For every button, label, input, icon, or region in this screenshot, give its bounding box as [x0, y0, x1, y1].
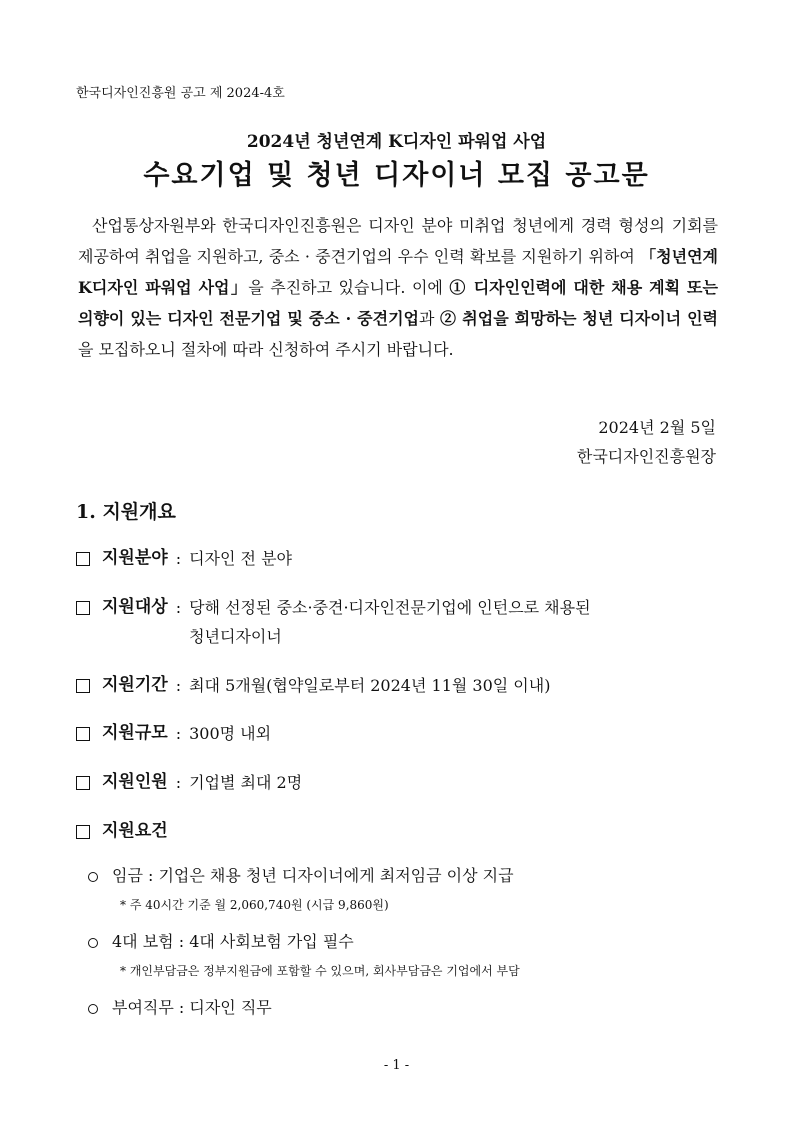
overview-item-target — [76, 593, 726, 651]
item-separator: : — [175, 676, 182, 695]
issue-date: 2024년 2월 5일 — [598, 418, 716, 437]
issuer-name: 한국디자인진흥원장 — [576, 447, 716, 466]
item-value-line1: 당해 선정된 중소·중견·디자인전문기업에 인턴으로 채용된 — [189, 598, 591, 617]
item-label: 지원대상 — [102, 597, 168, 617]
intro-paragraph — [78, 210, 718, 365]
checkbox-icon — [76, 825, 90, 839]
checkbox-icon — [76, 776, 90, 790]
item-label: 지원규모 — [102, 723, 168, 743]
circle-bullet-icon — [88, 938, 98, 948]
item-label: 지원인원 — [102, 772, 168, 792]
page-title: 수요기업 및 청년 디자이너 모집 공고문 — [143, 160, 650, 191]
target-designers: ② 취업을 희망하는 청년 디자이너 인력 — [439, 309, 718, 328]
announcement-number: 한국디자인진흥원 공고 제 2024-4호 — [76, 86, 285, 101]
section-title: 1. 지원개요 — [76, 501, 176, 523]
item-separator: : — [175, 773, 182, 792]
checkbox-icon — [76, 727, 90, 741]
program-subtitle: 2024년 청년연계 K디자인 파워업 사업 — [246, 132, 547, 152]
item-value: 최대 5개월(협약일로부터 2024년 11월 30일 이내) — [189, 676, 551, 695]
item-value-line2: 청년디자이너 — [189, 627, 282, 646]
program-name: 「청년연계 K디자인 파워업 사업」 — [78, 247, 719, 297]
intro-text-4: 을 모집하오니 절차에 따라 신청하여 주시기 바랍니다. — [78, 340, 454, 359]
requirement-item-wage — [88, 863, 728, 889]
checkbox-icon — [76, 552, 90, 566]
checkbox-icon — [76, 601, 90, 615]
overview-item-requirements — [76, 817, 726, 846]
intro-text-3: 과 — [418, 309, 435, 328]
item-value — [189, 593, 726, 651]
overview-item-headcount — [76, 768, 726, 797]
circle-bullet-icon — [88, 872, 98, 882]
item-value: 디자인 전 분야 — [189, 549, 293, 568]
requirement-text: 4대 보험 : 4대 사회보험 가입 필수 — [112, 932, 354, 951]
item-value: 기업별 최대 2명 — [189, 773, 303, 792]
item-label: 지원분야 — [102, 548, 168, 568]
item-separator: : — [175, 724, 182, 743]
circle-bullet-icon — [88, 1004, 98, 1014]
requirement-note: * 주 40시간 기준 월 2,060,740원 (시급 9,860원) — [120, 898, 389, 912]
item-label: 지원기간 — [102, 675, 168, 695]
requirement-text: 임금 : 기업은 채용 청년 디자이너에게 최저임금 이상 지급 — [112, 866, 514, 885]
item-value: 300명 내외 — [189, 724, 272, 743]
intro-text-2: 을 추진하고 있습니다. 이에 — [248, 278, 443, 297]
target-companies: ① 디자인인력에 대한 채용 계획 또는 의향이 있는 디자인 전문기업 및 중소 · 중견기업 — [78, 278, 718, 328]
requirement-item-insurance — [88, 929, 728, 955]
item-label: 지원요건 — [102, 821, 168, 841]
requirement-note: * 개인부담금은 정부지원금에 포함할 수 있으며, 회사부담금은 기업에서 부담 — [120, 964, 520, 978]
overview-item-period — [76, 671, 726, 700]
overview-item-field — [76, 544, 726, 573]
requirement-text: 부여직무 : 디자인 직무 — [112, 998, 272, 1017]
intro-text-1: 산업통상자원부와 한국디자인진흥원은 디자인 분야 미취업 청년에게 경력 형성의 기회를 제공하여 취업을 지원하고, 중소 · 중견기업의 우수 인력 확보를 지원하기 위하여 — [78, 216, 718, 266]
requirement-item-duty — [88, 995, 728, 1021]
page-number: - 1 - — [383, 1058, 410, 1073]
item-separator: : — [175, 598, 182, 617]
overview-item-scale — [76, 719, 726, 748]
checkbox-icon — [76, 679, 90, 693]
item-separator: : — [175, 549, 182, 568]
